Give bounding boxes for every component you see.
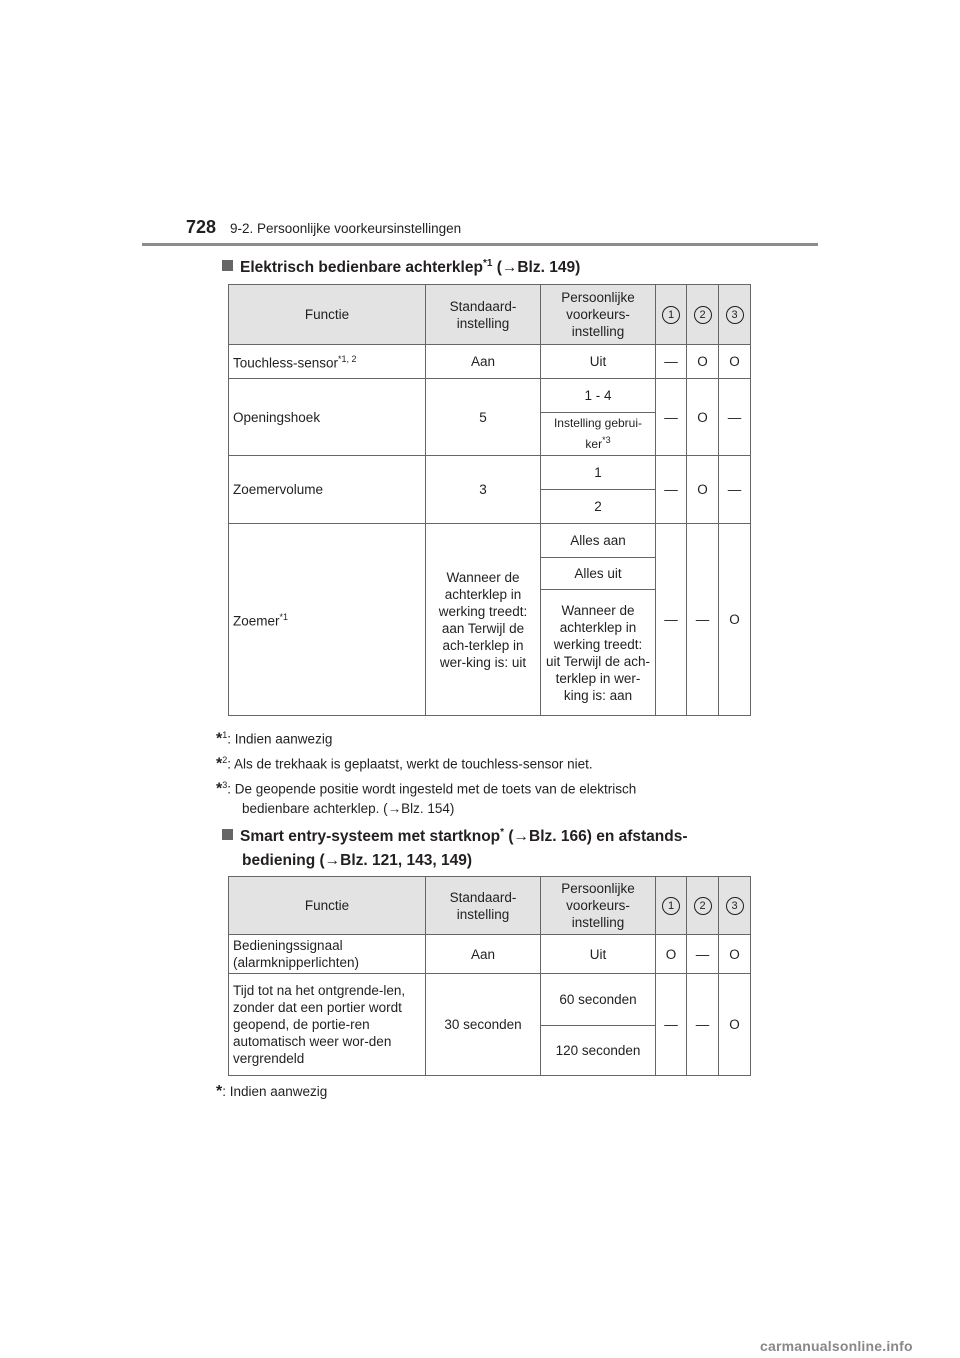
- col-2: [687, 285, 719, 345]
- chapter-title: 9-2. Persoonlijke voorkeursinstellingen: [230, 221, 462, 236]
- footnote-2: *$^2$: Als de trekhaak is geplaatst, werkt de touchless-sensor niet.: [216, 755, 593, 773]
- col-3: [719, 285, 751, 345]
- circled-1-icon: 1: [662, 306, 680, 324]
- table-subrow: Instelling gebrui-ker$^{*3}$: [229, 413, 751, 456]
- table-row: Openingshoek 5 1 - 4 — O —: [229, 379, 751, 413]
- col-3: [719, 877, 751, 935]
- circled-1-icon: 1: [662, 897, 680, 915]
- col-persoonlijk: Persoonlijke voorkeurs-instelling: [541, 285, 656, 345]
- table-row: Bedieningssignaal (alarmknipperlichten) Aan Uit O — O: [229, 935, 751, 974]
- circled-2-icon: 2: [694, 897, 712, 915]
- footnote-3: *$^3$: De geopende positie wordt ingesteld met de toets van de elektrisch bedienbare achterklep. (→Blz. 154): [216, 780, 637, 816]
- table-row: Tijd tot na het ontgrende-len, zonder dat een portier wordt geopend, de portie-ren automatisch weer wor-den vergrendeld 30 seconden 60 seconden — — O: [229, 974, 751, 1026]
- footnote-smart-entry: *: Indien aanwezig: [216, 1083, 328, 1100]
- footnote-1: *$^1$: Indien aanwezig: [216, 730, 333, 748]
- col-1: [656, 877, 687, 935]
- smart-entry-settings-table: [228, 876, 751, 1076]
- circled-3-icon: 3: [726, 306, 744, 324]
- col-standaard: Standaard-instelling: [426, 285, 541, 345]
- header-rule: [142, 243, 818, 246]
- watermark: carmanualsonline.info: [760, 1338, 913, 1354]
- bullet-square-icon: [222, 829, 233, 840]
- col-functie: Functie: [229, 877, 426, 935]
- section-heading-smart-entry: Smart entry-systeem met startknop* (→Blz. 166) en afstands- bediening (→Blz. 121, 143, 149): [222, 821, 752, 873]
- table-header-row: [229, 877, 751, 935]
- table-subrow: Alles uit: [229, 558, 751, 590]
- table-subrow: 120 seconden: [229, 1026, 751, 1076]
- table-row: Zoemer$^{*1}$ Wanneer de achterklep in werking treedt: aan Terwijl de ach-terklep in wer-king is: uit Alles aan — — O: [229, 524, 751, 558]
- table-subrow: 2: [229, 490, 751, 524]
- page-number: 728: [186, 217, 217, 237]
- col-functie: Functie: [229, 285, 426, 345]
- table-header-row: [229, 285, 751, 345]
- table-row: Touchless-sensor$^{*1, 2}$ Aan Uit — O O: [229, 345, 751, 379]
- table-subrow: Wanneer de achterklep in werking treedt: uit Terwijl de ach-terklep in wer-king is: aan: [229, 590, 751, 716]
- circled-2-icon: 2: [694, 306, 712, 324]
- table-row: Zoemervolume 3 1 — O —: [229, 456, 751, 490]
- circled-3-icon: 3: [726, 897, 744, 915]
- tailgate-settings-table: [228, 284, 751, 716]
- col-persoonlijk: Persoonlijke voorkeurs-instelling: [541, 877, 656, 935]
- col-standaard: Standaard-instelling: [426, 877, 541, 935]
- col-1: [656, 285, 687, 345]
- col-2: [687, 877, 719, 935]
- bullet-square-icon: [222, 260, 233, 271]
- section-heading-tailgate: Elektrisch bedienbare achterklep$^{*1}$ (→Blz. 149): [222, 252, 580, 280]
